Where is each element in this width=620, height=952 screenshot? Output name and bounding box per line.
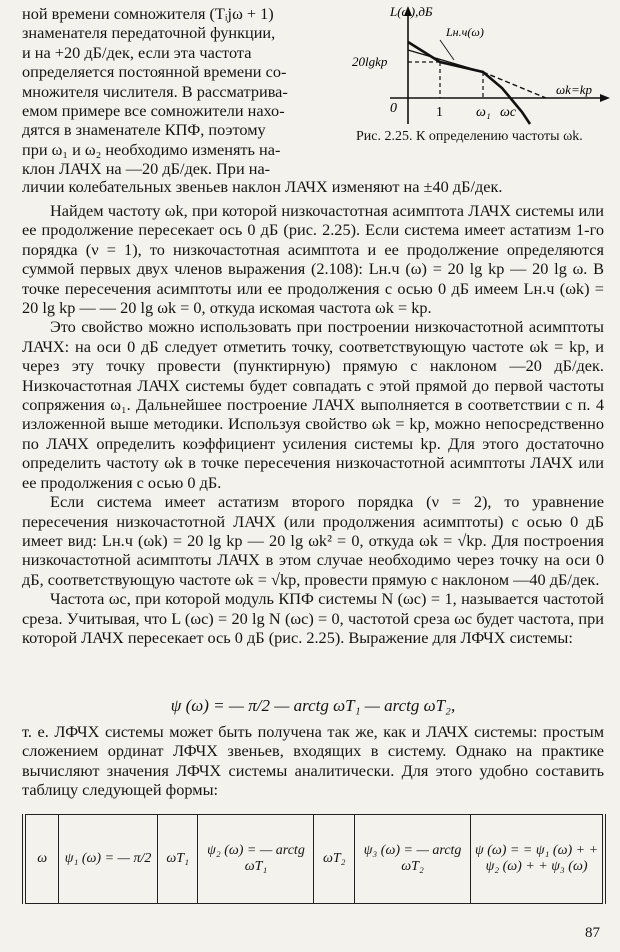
intro-line: клон ЛАЧХ на —20 дБ/дек. При на-: [22, 159, 271, 179]
intro-line: множителя числителя. В рассматрива-: [22, 81, 288, 101]
figure-caption: Рис. 2.25. К определению частоты ωk.: [356, 129, 583, 144]
intro-line: ной времени сомножителя (Tᵢjω + 1): [22, 4, 274, 23]
y-axis-label: L(ω),дБ: [390, 4, 433, 19]
wk-annotation: ωk=kр: [556, 82, 592, 97]
intro-column: [22, 4, 346, 179]
after-formula-text: т. е. ЛФЧХ системы может быть получена так же, как и ЛАЧХ системы: простым сложением ординат ЛФЧХ звеньев, входящих в систему. Однако на практике вычисляют значения ЛФЧХ системы аналитически. Для этого удобно составить таблицу следующей формы:: [22, 722, 604, 800]
intro-line: и на +20 дБ/дек, если эта частота: [22, 42, 252, 62]
x-axis-arrow: [600, 94, 610, 102]
lfchx-formula: ψ (ω) = — π/2 — arctg ωT₁ — arctg ωT₂,: [170, 696, 456, 715]
figure-2-25: [350, 4, 612, 176]
after-formula-block: [22, 722, 604, 800]
phase-table: [22, 814, 606, 904]
asymptote-extension: [483, 72, 546, 98]
continuation-line: личии колебательных звеньев наклон ЛАЧХ изменяют на ±40 дБ/дек.: [22, 177, 503, 196]
table-cell: ωT₁: [157, 815, 198, 904]
lachh-diagram: [350, 4, 612, 128]
table-cell: ψ₁ (ω) = — π/2: [59, 815, 158, 904]
body-text: [22, 201, 604, 647]
intro-line: емом примере все сомножители нахо-: [22, 101, 285, 121]
continuation-line-block: [22, 177, 604, 196]
paragraph-4: Частота ωc, при которой модуль КПФ системы N (ωc) = 1, называется частотой среза. Учитывая, что L (ωc) = 20 lg N (ωc) = 0, частотой среза ωc будет частота, при которой ЛАЧХ пересекает ось 0 дБ (рис. 2.25). Выражение для ЛФЧХ системы:: [22, 589, 604, 647]
paragraph-1: Найдем частоту ωk, при которой низкочастотная асимптота ЛАЧХ системы или ее продолжение пересекает ось 0 дБ (рис. 2.25). Если система имеет астатизм 1-го порядка (ν = 1), то низкочастотная асимптота и ее продолжение определяются суммой первых двух членов выражения (2.108): Lн.ч (ω) = 20 lg kр — 20 lg ω. В точке пересечения асимптоты или ее продолжения с осью 0 дБ имеем Lн.ч (ωk) = 20 lg kр — — 20 lg ωk = 0, откуда искомая частота ωk = kр.: [22, 201, 604, 318]
x-label-w1: ω₁: [476, 105, 491, 120]
zero-label: 0: [390, 101, 397, 116]
table-cell: ψ₃ (ω) = — arctg ωT₂: [355, 815, 471, 904]
intro-line: при ω₁ и ω₂ необходимо изменять на-: [22, 139, 281, 159]
table-cell: ψ₂ (ω) = — arctg ωT₁: [198, 815, 314, 904]
paragraph-3: Если система имеет астатизм второго порядка (ν = 2), то уравнение пересечения низкочастотной ЛАЧХ (или продолжения асимптоты) с осью 0 дБ имеет вид: Lн.ч (ωk) = 20 lg kр — 20 lg ωk² = 0, откуда ωk = √kр. Для построения низкочастотной асимптоты ЛАЧХ в этом случае необходимо через точку на оси 0 дБ, соответствующую частоте ωk = √kр, провести прямую с наклоном —40 дБ/дек.: [22, 492, 604, 589]
intro-line: знаменателя передаточной функции,: [22, 23, 276, 43]
intro-line: дятся в знаменателе КПФ, поэтому: [22, 120, 266, 140]
x-label-1: 1: [436, 105, 443, 120]
x-label-wc: ωc: [500, 105, 517, 120]
paragraph-2: Это свойство можно использовать при построении низкочастотной асимптоты ЛАЧХ: на оси 0 дБ следует отметить точку, соответствующую частоте ωk = kр, и через эту точку провести (пунктирную) прямую с наклоном —20 дБ/дек. Низкочастотная ЛАЧХ системы будет совпадать с этой прямой до первой частоты сопряжения ω₁. Дальнейшее построение ЛАЧХ выполняется в соответствии с п. 4 изложенной выше методики. Используя свойство ωk = kр, можно непосредственно по ЛАЧХ определить коэффициент усиления системы kр. Для этого достаточно определить частоту ωk в точке пересечения низкочастотной асимптоты ЛАЧХ или ее продолжения с осью 0 дБ.: [22, 317, 604, 492]
level-label: 20lgkр: [352, 54, 388, 69]
page-number: 87: [585, 925, 600, 941]
table-cell: ωT₂: [314, 815, 355, 904]
table-row: [24, 815, 604, 904]
table-cell: ψ (ω) = = ψ₁ (ω) + + ψ₂ (ω) + + ψ₃ (ω): [471, 815, 604, 904]
low-freq-asymptote: [408, 50, 483, 72]
intro-line: определяется постоянной времени со-: [22, 62, 287, 82]
curve-label-leader: [440, 40, 454, 60]
curve-label: Lн.ч(ω): [446, 25, 484, 39]
table-cell: ω: [24, 815, 59, 904]
